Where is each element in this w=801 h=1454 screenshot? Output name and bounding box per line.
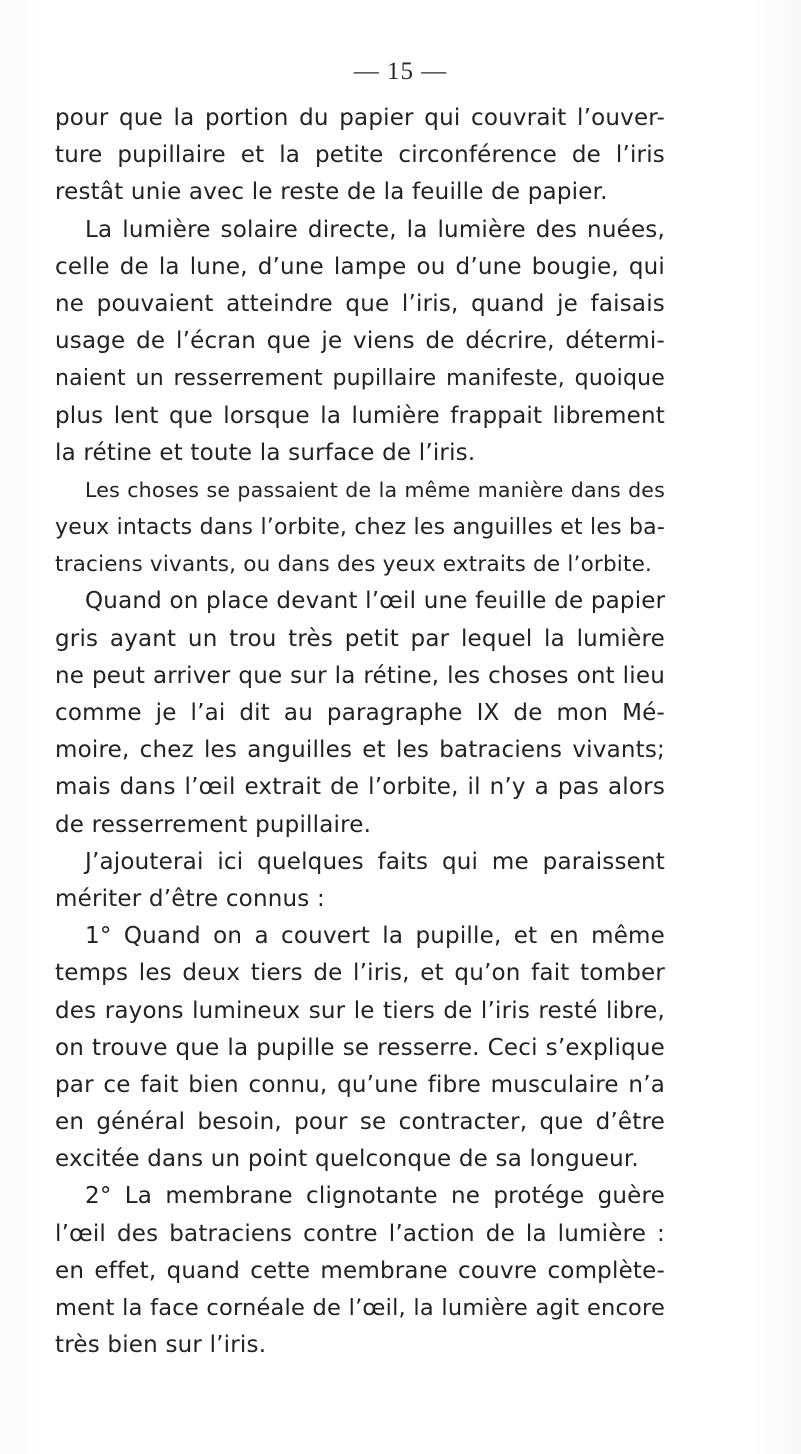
text-line: restât unie avec le reste de la feuille de papier. bbox=[55, 179, 608, 206]
text-line: l’œil des batraciens contre l’action de la lumière : bbox=[55, 1220, 665, 1247]
text-line: J’ajouterai ici quelques faits qui me paraissent bbox=[85, 848, 665, 875]
text-line: par ce fait bien connu, qu’une fibre musculaire n’a bbox=[55, 1071, 665, 1098]
text-line: celle de la lune, d’une lampe ou d’une bougie, qui bbox=[55, 253, 665, 280]
text-line: en général besoin, pour se contracter, que d’être bbox=[55, 1109, 665, 1136]
text-line: de resserrement pupillaire. bbox=[55, 811, 372, 838]
text-line: des rayons lumineux sur le tiers de l’iris resté libre, bbox=[55, 997, 665, 1024]
text-line: gris ayant un trou très petit par lequel la lumière bbox=[55, 625, 665, 652]
text-line: plus lent que lorsque la lumière frappait librement bbox=[55, 402, 665, 429]
text-line: mériter d’être connus : bbox=[55, 885, 325, 912]
text-line: excitée dans un point quelconque de sa longueur. bbox=[55, 1146, 639, 1173]
text-line: usage de l’écran que je viens de décrire, détermi- bbox=[55, 328, 665, 355]
text-line: ment la face cornéale de l’œil, la lumière agit encore bbox=[55, 1295, 665, 1321]
body-text bbox=[55, 100, 665, 1364]
text-line: ne peut arriver que sur la rétine, les choses ont lieu bbox=[55, 662, 665, 689]
text-line: ture pupillaire et la petite circonférence de l’iris bbox=[55, 142, 665, 169]
page-number: — 15 — bbox=[353, 58, 448, 85]
text-line: Les choses se passaient de la même manière dans des bbox=[85, 477, 665, 502]
text-line: la rétine et toute la surface de l’iris. bbox=[55, 439, 476, 466]
text-line: Quand on place devant l’œil une feuille de papier bbox=[85, 588, 666, 615]
text-line: comme je l’ai dit au paragraphe IX de mon Mé- bbox=[55, 700, 665, 726]
text-line: traciens vivants, ou dans des yeux extraits de l’orbite. bbox=[55, 552, 653, 578]
text-line: La lumière solaire directe, la lumière des nuées, bbox=[85, 216, 665, 243]
text-line: pour que la portion du papier qui couvrait l’ouver- bbox=[55, 105, 665, 131]
text-line: yeux intacts dans l’orbite, chez les anguilles et les ba- bbox=[55, 515, 665, 541]
text-line: ne pouvaient atteindre que l’iris, quand je faisais bbox=[55, 290, 665, 317]
text-line: moire, chez les anguilles et les batraciens vivants; bbox=[55, 737, 665, 764]
text-line: 1° Quand on a couvert la pupille, et en même bbox=[85, 923, 665, 950]
text-line: 2° La membrane clignotante ne protége guère bbox=[85, 1183, 665, 1210]
text-line: mais dans l’œil extrait de l’orbite, il n’y a pas alors bbox=[55, 774, 665, 801]
text-line: très bien sur l’iris. bbox=[55, 1332, 267, 1359]
text-line: temps les deux tiers de l’iris, et qu’on fait tomber bbox=[55, 960, 665, 987]
text-line: en effet, quand cette membrane couvre complète- bbox=[55, 1257, 665, 1284]
text-line: on trouve que la pupille se resserre. Ceci s’explique bbox=[55, 1034, 665, 1061]
text-line: naient un resserrement pupillaire manifeste, quoique bbox=[55, 366, 665, 392]
